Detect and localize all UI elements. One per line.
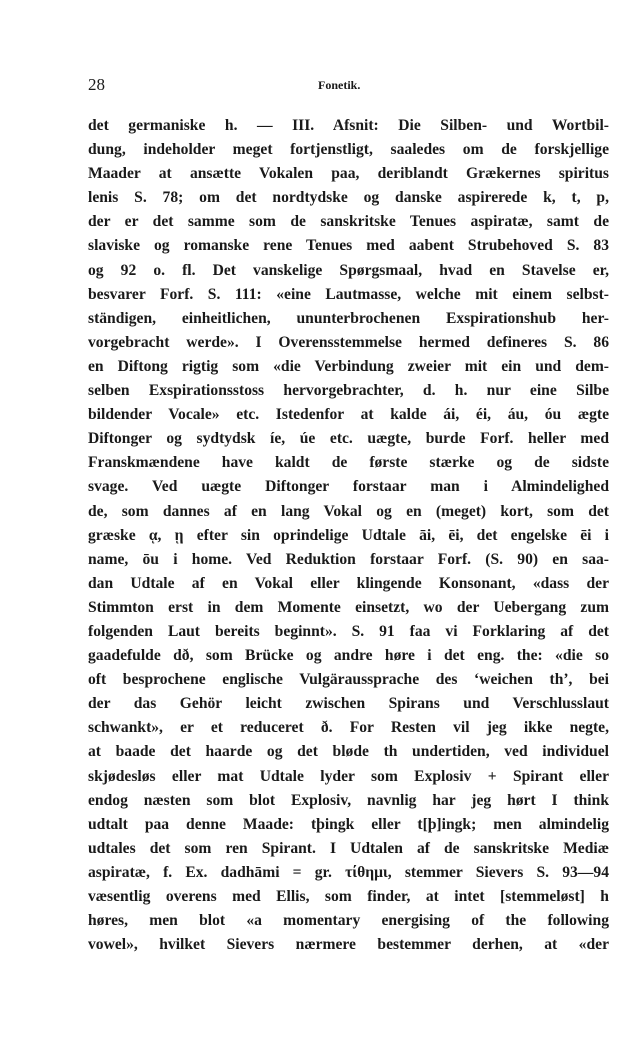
text-line: slaviske og romanske rene Tenues med aabent Strubehoved S. 83 (88, 237, 609, 255)
body-text (88, 114, 609, 957)
text-line: udtales det som ren Spirant. I Udtalen af de sanskritske Mediæ (88, 839, 609, 857)
text-line: dan Udtale af en Vokal eller klingende Konsonant, «dass der (88, 574, 609, 592)
text-line: Maader at ansætte Vokalen paa, deriblandt Grækernes spiritus (88, 165, 609, 183)
text-line: der er det samme som de sanskritske Tenues aspiratæ, samt de (88, 213, 609, 231)
text-line: Franskmændene have kaldt de første stærke og de sidste (88, 454, 609, 472)
text-line: vowel», hvilket Sievers nærmere bestemmer derhen, at «der (88, 936, 609, 954)
text-line: selben Exspirationsstoss hervorgebrachter, d. h. nur eine Silbe (88, 382, 609, 400)
text-line: aspiratæ, f. Ex. dadhāmi = gr. τίθημι, stemmer Sievers S. 93—94 (88, 863, 609, 881)
text-line: og 92 o. fl. Det vanskelige Spørgsmaal, hvad en Stavelse er, (88, 261, 609, 279)
running-head: Fonetik. (318, 78, 361, 92)
text-line: vorgebracht werde». I Overensstemmelse hermed defineres S. 86 (88, 333, 609, 351)
text-line: schwankt», er et reduceret ð. For Resten vil jeg ikke negte, (88, 719, 609, 737)
text-line: udtalt paa denne Maade: tþingk eller t[þ]ingk; men almindelig (88, 815, 609, 833)
text-line: skjødesløs eller mat Udtale lyder som Explosiv + Spirant eller (88, 767, 609, 785)
text-line: endog næsten som blot Explosiv, navnlig har jeg hørt I think (88, 791, 609, 809)
text-line: de, som dannes af en lang Vokal og en (meget) kort, som det (88, 502, 609, 520)
text-line: bildender Vocale» etc. Istedenfor at kalde ái, éi, áu, óu ægte (88, 406, 609, 424)
text-line: græske ᾳ, ῃ efter sin oprindelige Udtale āi, ēi, det engelske ēi i (88, 526, 609, 544)
text-line: Diftonger og sydtydsk íe, úe etc. uægte, burde Forf. heller med (88, 430, 609, 448)
text-line: dung, indeholder meget fortjenstligt, saaledes om de forskjellige (88, 141, 609, 159)
text-line: det germaniske h. — III. Afsnit: Die Silben- und Wortbil- (88, 117, 609, 134)
text-line: der das Gehör leicht zwischen Spirans und Verschlusslaut (88, 695, 609, 713)
text-line: svage. Ved uægte Diftonger forstaar man i Almindelighed (88, 478, 609, 496)
text-line: gaadefulde dð, som Brücke og andre høre i det eng. the: «die so (88, 647, 609, 665)
text-line: at baade det haarde og det bløde th undertiden, ved individuel (88, 743, 609, 761)
text-line: besvarer Forf. S. 111: «eine Lautmasse, welche mit einem selbst- (88, 285, 609, 303)
text-line: ständigen, einheitlichen, ununterbrochenen Exspirationshub her- (88, 309, 609, 327)
text-line: væsentlig overens med Ellis, som finder, at intet [stemmeløst] h (88, 888, 609, 905)
page-header (88, 75, 608, 97)
text-line: oft besprochene englische Vulgäraussprache des ‘weichen th’, bei (88, 671, 609, 689)
text-line: lenis S. 78; om det nordtydske og danske aspirerede k, t, p, (88, 189, 609, 207)
text-line: høres, men blot «a momentary energising of the following (88, 912, 609, 930)
page-number: 28 (88, 75, 105, 94)
text-line: name, ōu i home. Ved Reduktion forstaar Forf. (S. 90) en saa- (88, 550, 609, 568)
text-line: folgenden Laut bereits beginnt». S. 91 faa vi Forklaring af det (88, 622, 609, 640)
text-line: Stimmton erst in dem Momente einsetzt, wo der Uebergang zum (88, 598, 609, 616)
text-line: en Diftong rigtig som «die Verbindung zweier mit ein und dem- (88, 357, 609, 375)
